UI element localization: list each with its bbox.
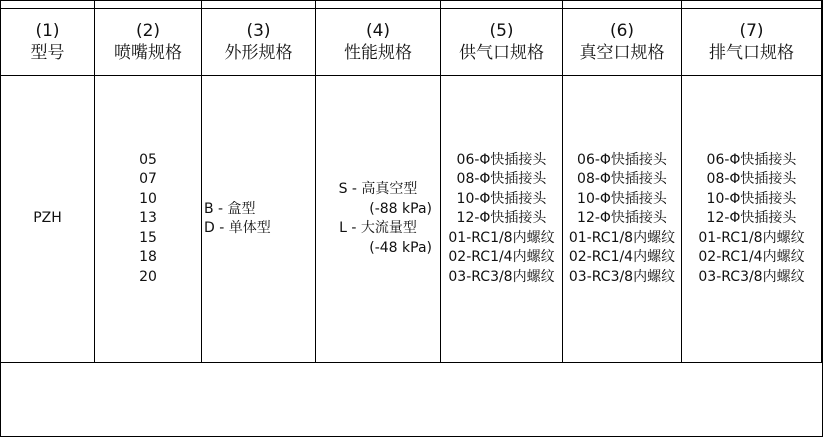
port-option: 12-Φ快插接头 <box>706 210 797 227</box>
port-option: 10-Φ快插接头 <box>577 190 667 207</box>
header-vacuum-port <box>563 9 682 76</box>
port-option: 01-RC1/8内螺纹 <box>448 229 555 246</box>
strip-cell <box>202 0 316 9</box>
strip-cell <box>563 0 682 9</box>
port-option: 03-RC3/8内螺纹 <box>568 268 676 285</box>
port-option: 12-Φ快插接头 <box>456 210 547 227</box>
header-title: 喷嘴规格 <box>114 43 182 63</box>
supply-port-list <box>441 151 562 288</box>
header-shape <box>202 9 316 76</box>
port-option: 03-RC3/8内螺纹 <box>698 268 805 285</box>
header-number: (3) <box>246 21 271 41</box>
nozzle-size: 20 <box>139 268 157 285</box>
shape-cell <box>202 76 316 363</box>
header-title: 外形规格 <box>224 43 293 63</box>
exhaust-port-list <box>682 151 821 288</box>
port-option: 08-Φ快插接头 <box>456 171 547 188</box>
vacuum-port-cell <box>563 76 682 363</box>
header-number: (1) <box>35 21 60 41</box>
header-number: (5) <box>489 21 514 41</box>
table-top-strip <box>1 0 822 9</box>
nozzle-size: 18 <box>139 249 157 266</box>
shape-option: D - 单体型 <box>204 220 271 236</box>
port-option: 06-Φ快插接头 <box>456 151 547 168</box>
spec-row <box>1 76 822 363</box>
header-number: (7) <box>739 21 764 41</box>
model-value: PZH <box>33 210 62 227</box>
exhaust-port-cell <box>682 76 822 363</box>
shape-list <box>204 200 315 239</box>
port-option: 02-RC1/4内螺纹 <box>448 249 555 266</box>
header-number: (6) <box>609 21 635 41</box>
header-title: 型号 <box>30 43 65 63</box>
port-option: 01-RC1/8内螺纹 <box>698 229 805 246</box>
blank-notes-area <box>0 362 821 436</box>
header-title: 真空口规格 <box>579 43 665 63</box>
performance-label: S - 高真空型 <box>338 181 418 197</box>
supply-port-cell <box>441 76 563 363</box>
header-exhaust-port <box>682 9 822 76</box>
shape-option: B - 盒型 <box>204 200 256 217</box>
performance-list <box>316 180 440 258</box>
header-number: (2) <box>135 21 161 41</box>
nozzle-size: 15 <box>139 229 157 246</box>
model-cell <box>1 76 95 363</box>
strip-cell <box>1 0 95 9</box>
port-option: 10-Φ快插接头 <box>456 190 547 207</box>
header-number: (4) <box>365 21 391 41</box>
port-option: 06-Φ快插接头 <box>577 151 667 168</box>
vacuum-port-list <box>563 151 681 288</box>
port-option: 10-Φ快插接头 <box>706 190 797 207</box>
nozzle-size: 10 <box>139 190 157 207</box>
nozzle-cell <box>95 76 202 363</box>
header-title: 供气口规格 <box>459 43 544 63</box>
performance-label: L - 大流量型 <box>339 220 417 236</box>
port-option: 03-RC3/8内螺纹 <box>448 268 555 285</box>
nozzle-size: 07 <box>139 171 157 188</box>
port-option: 02-RC1/4内螺纹 <box>698 249 805 266</box>
port-option: 08-Φ快插接头 <box>577 171 667 188</box>
port-option: 01-RC1/8内螺纹 <box>568 229 676 246</box>
strip-cell <box>316 0 441 9</box>
port-option: 06-Φ快插接头 <box>706 151 797 168</box>
port-option: 12-Φ快插接头 <box>577 210 667 227</box>
nozzle-size: 05 <box>139 151 157 168</box>
port-option: 02-RC1/4内螺纹 <box>568 249 676 266</box>
strip-cell <box>682 0 822 9</box>
header-row <box>1 9 822 76</box>
header-title: 排气口规格 <box>709 43 794 63</box>
header-nozzle <box>95 9 202 76</box>
header-performance <box>316 9 441 76</box>
performance-value: (-88 kPa) <box>369 200 432 217</box>
nozzle-size: 13 <box>139 210 157 227</box>
strip-cell <box>95 0 202 9</box>
strip-cell <box>441 0 563 9</box>
performance-cell <box>316 76 441 363</box>
header-title: 性能规格 <box>344 43 412 63</box>
header-model <box>1 9 95 76</box>
port-option: 08-Φ快插接头 <box>706 171 797 188</box>
nozzle-size-list <box>95 151 201 288</box>
performance-value: (-48 kPa) <box>369 239 432 256</box>
header-supply-port <box>441 9 563 76</box>
